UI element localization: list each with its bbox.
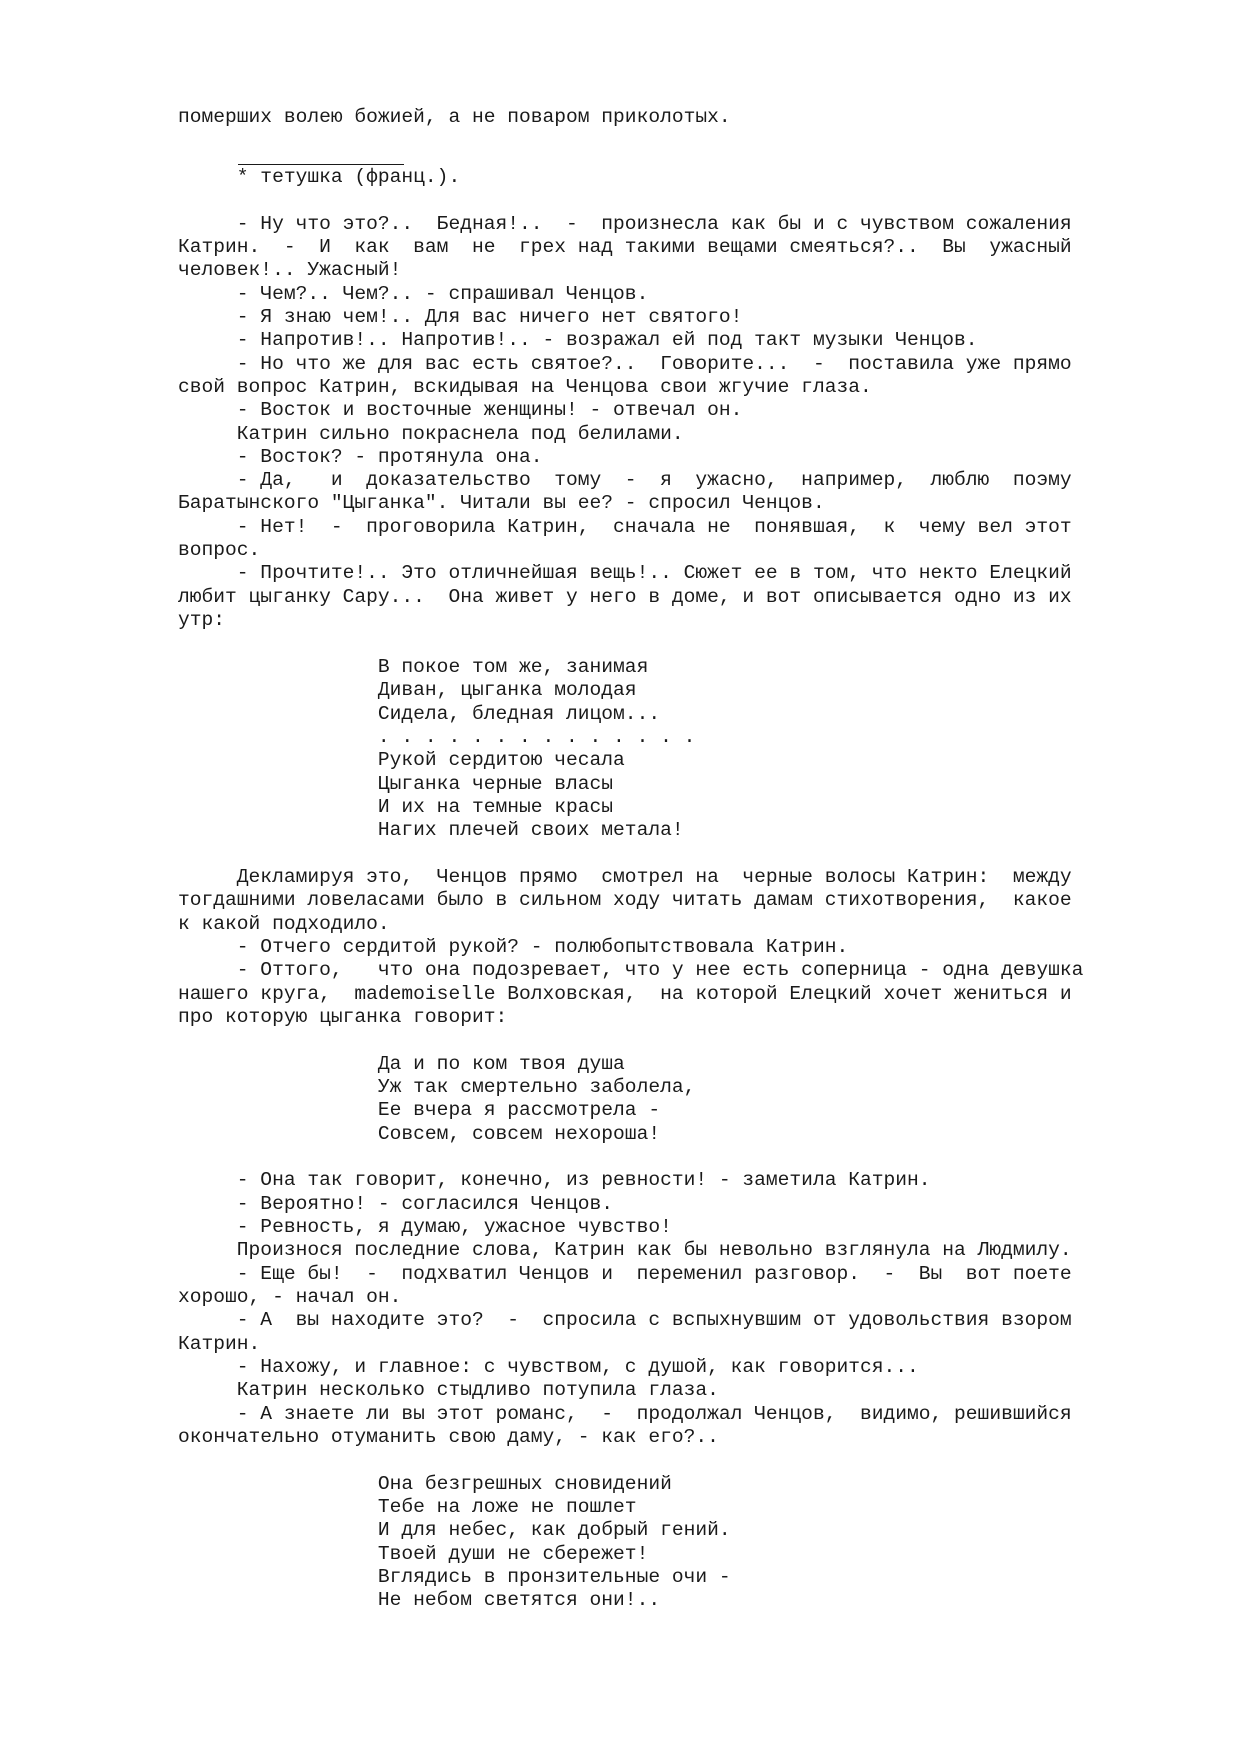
footnote-line: * тетушка (франц.). bbox=[178, 166, 461, 188]
text-line: Катрин. bbox=[178, 1333, 261, 1355]
text-line: тогдашними ловеласами было в сильном ходу читать дамам стихотворения, какое bbox=[178, 889, 1072, 911]
poem-line: Цыганка черные власы bbox=[178, 773, 614, 795]
text-line: - Напротив!.. Напротив!.. - возражал ей под такт музыки Ченцов. bbox=[178, 329, 978, 351]
poem-line: Ее вчера я рассмотрела - bbox=[178, 1099, 661, 1121]
text-line: Катрин сильно покраснела под белилами. bbox=[178, 423, 684, 445]
text-line: Произнося последние слова, Катрин как бы невольно взглянула на Людмилу. bbox=[178, 1239, 1072, 1261]
text-line: к какой подходило. bbox=[178, 913, 390, 935]
text-line: любит цыганку Сару... Она живет у него в доме, и вот описывается одно из их bbox=[178, 586, 1072, 608]
text-line: про которую цыганка говорит: bbox=[178, 1006, 508, 1028]
text-line: Катрин несколько стыдливо потупила глаза. bbox=[178, 1379, 719, 1401]
text-line: - Еще бы! - подхватил Ченцов и переменил разговор. - Вы вот поете bbox=[178, 1263, 1072, 1285]
poem-line: Не небом светятся они!.. bbox=[178, 1589, 661, 1611]
poem-line: Рукой сердитою чесала bbox=[178, 749, 625, 771]
poem-line: Твоей души не сбережет! bbox=[178, 1543, 649, 1565]
text-line: человек!.. Ужасный! bbox=[178, 259, 402, 281]
poem-line: Да и по ком твоя душа bbox=[178, 1053, 625, 1075]
text-line: хорошо, - начал он. bbox=[178, 1286, 402, 1308]
text-line: - А вы находите это? - спросила с вспыхнувшим от удовольствия взором bbox=[178, 1309, 1072, 1331]
text-line: окончательно отуманить свою даму, - как его?.. bbox=[178, 1426, 719, 1448]
text-line: свой вопрос Катрин, вскидывая на Ченцова свои жгучие глаза. bbox=[178, 376, 872, 398]
text-line: - Восток? - протянула она. bbox=[178, 446, 543, 468]
text-line: Декламируя это, Ченцов прямо смотрел на черные волосы Катрин: между bbox=[178, 866, 1072, 888]
text-line: вопрос. bbox=[178, 539, 261, 561]
poem-line: В покое том же, занимая bbox=[178, 656, 649, 678]
text-line: - Прочтите!.. Это отличнейшая вещь!.. Сюжет ее в том, что некто Елецкий bbox=[178, 562, 1072, 584]
text-line: - Восток и восточные женщины! - отвечал он. bbox=[178, 399, 743, 421]
text-line: - Ревность, я думаю, ужасное чувство! bbox=[178, 1216, 672, 1238]
text-line: - Вероятно! - согласился Ченцов. bbox=[178, 1193, 614, 1215]
text-line: - Оттого, что она подозревает, что у нее есть соперница - одна девушка bbox=[178, 959, 1084, 981]
text-line: Баратынского "Цыганка". Читали вы ее? - спросил Ченцов. bbox=[178, 492, 825, 514]
text-line: - Я знаю чем!.. Для вас ничего нет святого! bbox=[178, 306, 743, 328]
text-line: - Ну что это?.. Бедная!.. - произнесла как бы и с чувством сожаления bbox=[178, 213, 1072, 235]
poem-line: Совсем, совсем нехороша! bbox=[178, 1123, 661, 1145]
poem-line: Вглядись в пронзительные очи - bbox=[178, 1566, 731, 1588]
poem-line: Уж так смертельно заболела, bbox=[178, 1076, 696, 1098]
footnote-separator bbox=[238, 164, 404, 165]
text-line: - Чем?.. Чем?.. - спрашивал Ченцов. bbox=[178, 283, 649, 305]
text-line: - Она так говорит, конечно, из ревности! - заметила Катрин. bbox=[178, 1169, 931, 1191]
poem-line: Нагих плечей своих метала! bbox=[178, 819, 684, 841]
text-line: Катрин. - И как вам не грех над такими вещами смеяться?.. Вы ужасный bbox=[178, 236, 1072, 258]
text-line: - Нахожу, и главное: с чувством, с душой, как говорится... bbox=[178, 1356, 919, 1378]
poem-line: Диван, цыганка молодая bbox=[178, 679, 637, 701]
poem-line: И для небес, как добрый гений. bbox=[178, 1519, 731, 1541]
poem-line: Тебе на ложе не пошлет bbox=[178, 1496, 637, 1518]
poem-line: . . . . . . . . . . . . . . bbox=[178, 726, 696, 748]
text-line: - Да, и доказательство тому - я ужасно, например, люблю поэму bbox=[178, 469, 1072, 491]
text-line: - А знаете ли вы этот романс, - продолжал Ченцов, видимо, решившийся bbox=[178, 1403, 1072, 1425]
poem-line: Она безгрешных сновидений bbox=[178, 1473, 672, 1495]
text-line: нашего круга, mademoiselle Волховская, на которой Елецкий хочет жениться и bbox=[178, 983, 1072, 1005]
text-line: померших волею божией, а не поваром приколотых. bbox=[178, 106, 731, 128]
text-line: - Нет! - проговорила Катрин, сначала не понявшая, к чему вел этот bbox=[178, 516, 1072, 538]
text-line: - Но что же для вас есть святое?.. Говорите... - поставила уже прямо bbox=[178, 353, 1072, 375]
poem-line: И их на темные красы bbox=[178, 796, 614, 818]
text-line: - Отчего сердитой рукой? - полюбопытствовала Катрин. bbox=[178, 936, 849, 958]
text-line: утр: bbox=[178, 609, 226, 631]
poem-line: Сидела, бледная лицом... bbox=[178, 703, 661, 725]
